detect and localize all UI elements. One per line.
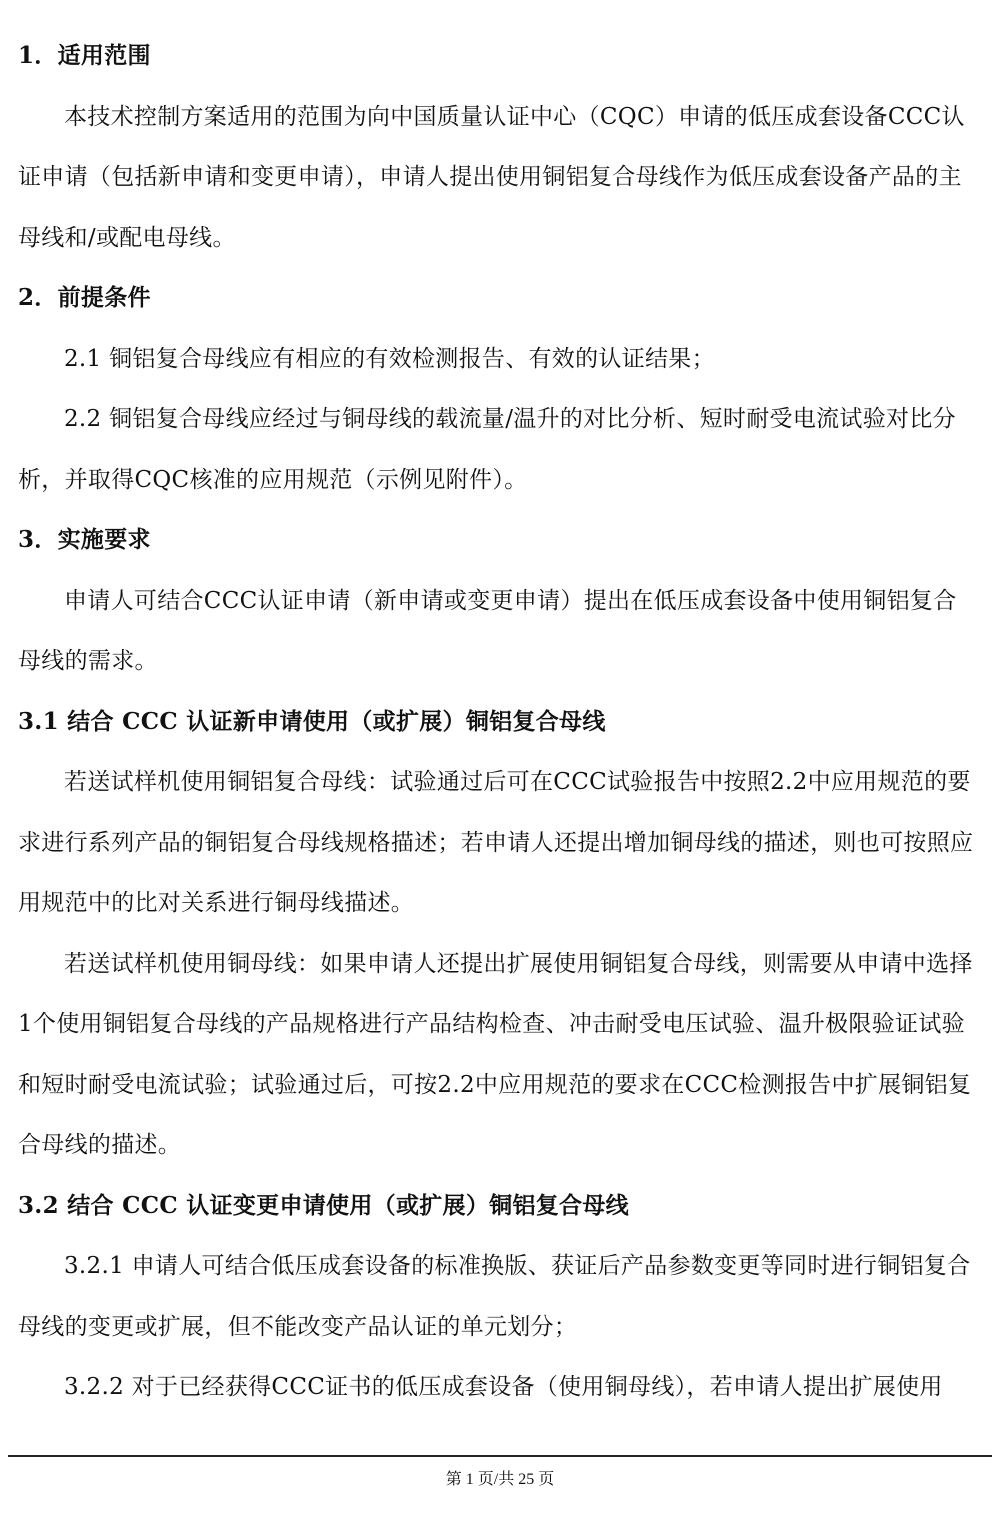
- paragraph-scope: 本技术控制方案适用的范围为向中国质量认证中心（CQC）申请的低压成套设备CCC认证申请（包括新申请和变更申请），申请人提出使用铜铝复合母线作为低压成套设备产品的主母线和/或配电母线。: [18, 103, 965, 251]
- page-number: 第 1 页/共 25 页: [445, 1471, 555, 1488]
- subsection-heading-3-2: 3.2 结合 CCC 认证变更申请使用（或扩展）铜铝复合母线: [18, 1191, 629, 1219]
- paragraph-2-1: 2.1 铜铝复合母线应有相应的有效检测报告、有效的认证结果；: [64, 345, 715, 372]
- section-heading-prerequisites: 2．前提条件: [18, 284, 151, 311]
- paragraph-3-1-b: 若送试样机使用铜母线：如果申请人还提出扩展使用铜铝复合母线，则需要从申请中选择1个使用铜铝复合母线的产品规格进行产品结构检查、冲击耐受电压试验、温升极限验证试验和短时耐受电流试验；试验通过后，可按2.2中应用规范的要求在CCC检测报告中扩展铜铝复合母线的描述。: [18, 950, 973, 1158]
- paragraph-3-2-1: 3.2.1 申请人可结合低压成套设备的标准换版、获证后产品参数变更等同时进行铜铝复合母线的变更或扩展，但不能改变产品认证的单元划分；: [18, 1253, 971, 1340]
- paragraph-2-2: 2.2 铜铝复合母线应经过与铜母线的载流量/温升的对比分析、短时耐受电流试验对比分析，并取得CQC核准的应用规范（示例见附件）。: [18, 406, 956, 493]
- paragraph-requirements: 申请人可结合CCC认证申请（新申请或变更申请）提出在低压成套设备中使用铜铝复合母线的需求。: [18, 587, 957, 674]
- document-body: [18, 26, 978, 1418]
- section-heading-scope: 1．适用范围: [18, 42, 151, 69]
- section-heading-requirements: 3．实施要求: [18, 526, 151, 553]
- paragraph-3-1-a: 若送试样机使用铜铝复合母线：试验通过后可在CCC试验报告中按照2.2中应用规范的要求进行系列产品的铜铝复合母线规格描述；若申请人还提出增加铜母线的描述，则也可按照应用规范中的比对关系进行铜母线描述。: [18, 769, 974, 916]
- subsection-heading-3-1: 3.1 结合 CCC 认证新申请使用（或扩展）铜铝复合母线: [18, 707, 606, 735]
- paragraph-3-2-2: 3.2.2 对于已经获得CCC证书的低压成套设备（使用铜母线），若申请人提出扩展使用: [64, 1374, 943, 1400]
- footer-divider: [8, 1455, 992, 1457]
